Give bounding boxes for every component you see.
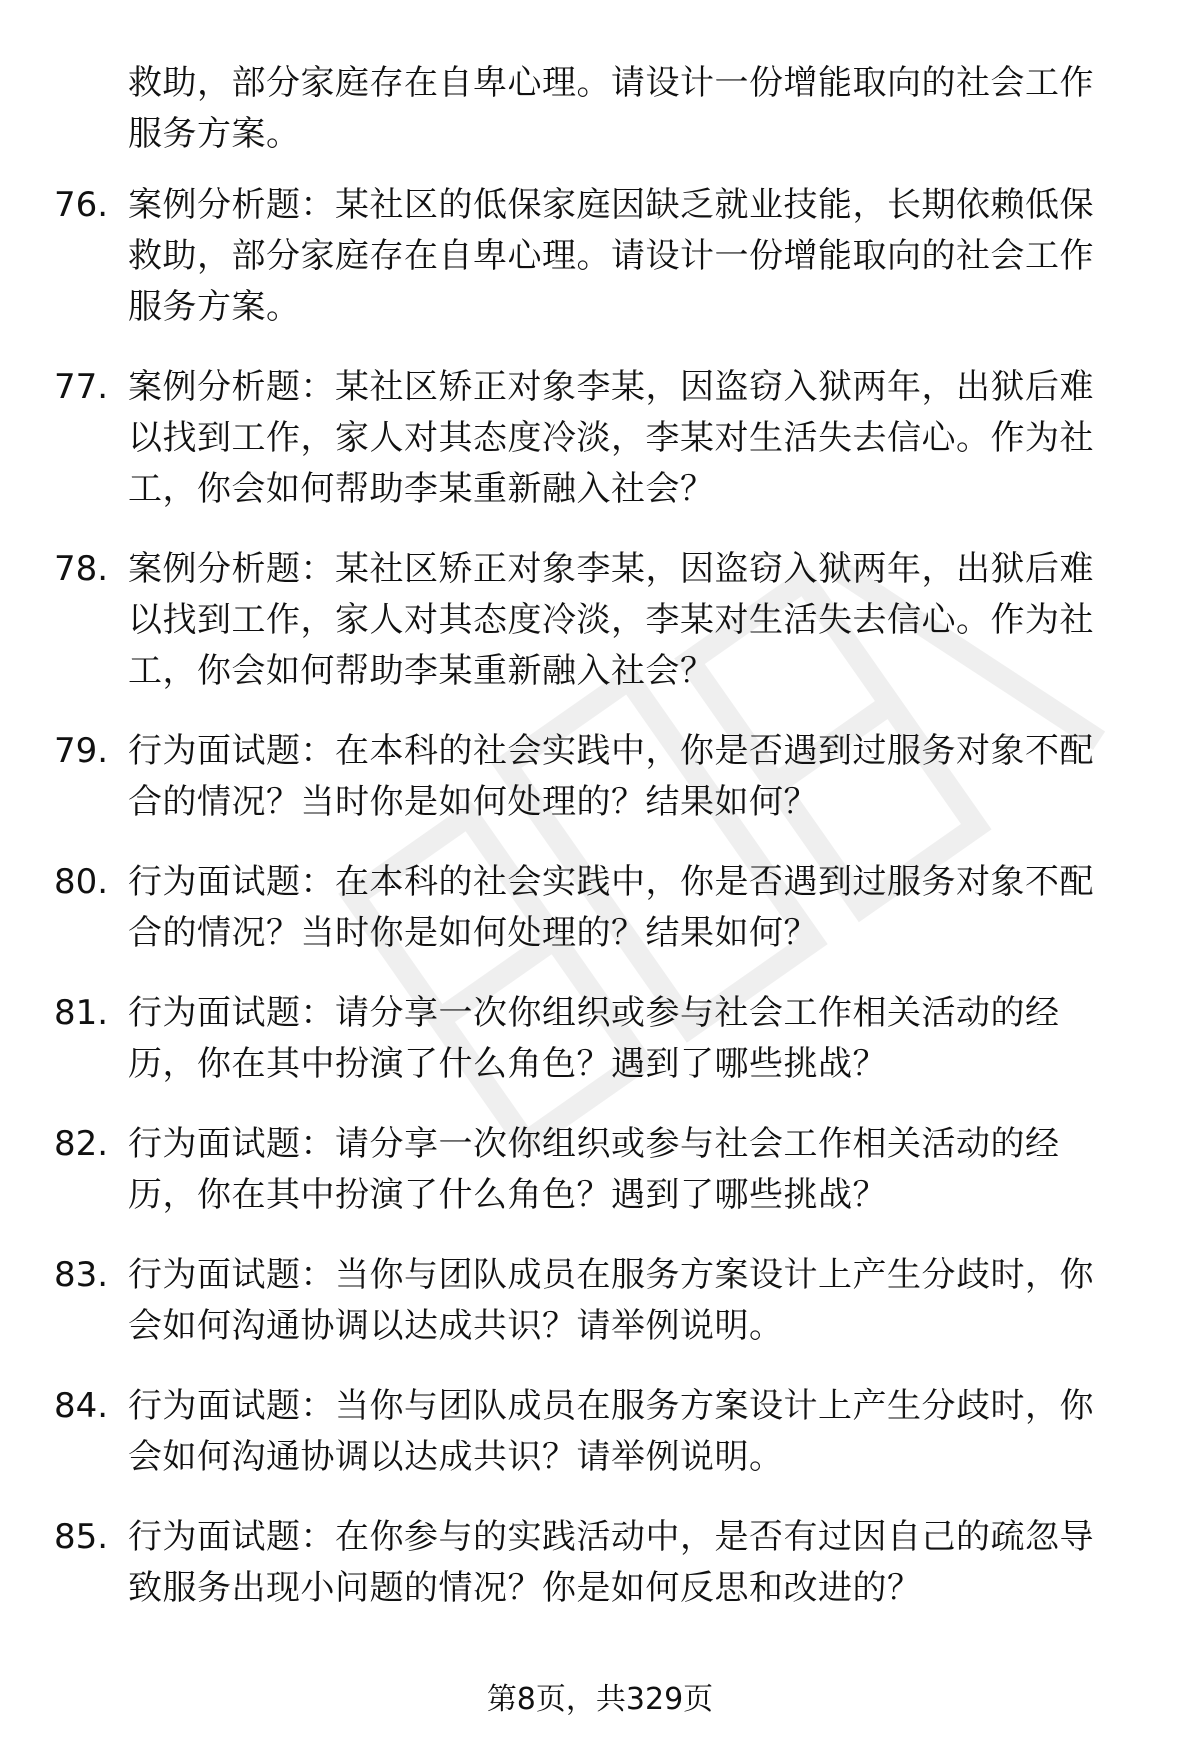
item-number: 76. xyxy=(54,185,109,225)
list-item xyxy=(0,58,1200,160)
item-text: 案例分析题：某社区矫正对象李某，因盗窃入狱两年，出狱后难 以找到工作，家人对其态度冷淡，李某对生活失去信心。作为社 工，你会如何帮助李某重新融入社会？ xyxy=(128,367,1094,509)
item-number: 77. xyxy=(54,367,109,407)
list-item xyxy=(0,544,1200,697)
list-item xyxy=(0,1381,1200,1483)
list-item xyxy=(0,857,1200,959)
list-item xyxy=(0,988,1200,1090)
list-item xyxy=(0,1119,1200,1221)
page-footer: 第8页，共329页 xyxy=(486,1682,714,1717)
list-item xyxy=(0,180,1200,333)
item-text: 行为面试题：当你与团队成员在服务方案设计上产生分歧时，你 会如何沟通协调以达成共识？请举例说明。 xyxy=(128,1386,1094,1477)
item-number: 78. xyxy=(54,549,109,589)
item-text: 行为面试题：在本科的社会实践中，你是否遇到过服务对象不配 合的情况？当时你是如何处理的？结果如何？ xyxy=(128,731,1094,822)
item-text: 行为面试题：当你与团队成员在服务方案设计上产生分歧时，你 会如何沟通协调以达成共识？请举例说明。 xyxy=(128,1255,1094,1346)
item-number: 79. xyxy=(54,731,109,771)
item-text: 案例分析题：某社区矫正对象李某，因盗窃入狱两年，出狱后难 以找到工作，家人对其态度冷淡，李某对生活失去信心。作为社 工，你会如何帮助李某重新融入社会？ xyxy=(128,549,1094,691)
item-text: 救助，部分家庭存在自卑心理。请设计一份增能取向的社会工作 服务方案。 xyxy=(128,63,1094,154)
item-text: 行为面试题：在你参与的实践活动中，是否有过因自己的疏忽导 致服务出现小问题的情况？你是如何反思和改进的？ xyxy=(128,1517,1094,1608)
item-text: 行为面试题：请分享一次你组织或参与社会工作相关活动的经 历，你在其中扮演了什么角色？遇到了哪些挑战？ xyxy=(128,1124,1060,1215)
item-number: 80. xyxy=(54,862,109,902)
item-number: 85. xyxy=(54,1517,109,1557)
list-item xyxy=(0,362,1200,515)
item-number: 81. xyxy=(54,993,109,1033)
list-item xyxy=(0,726,1200,828)
list-item xyxy=(0,1250,1200,1352)
item-text: 行为面试题：在本科的社会实践中，你是否遇到过服务对象不配 合的情况？当时你是如何处理的？结果如何？ xyxy=(128,862,1094,953)
item-number: 83. xyxy=(54,1255,109,1295)
item-text: 案例分析题：某社区的低保家庭因缺乏就业技能，长期依赖低保 救助，部分家庭存在自卑心理。请设计一份增能取向的社会工作 服务方案。 xyxy=(128,185,1094,327)
item-number: 84. xyxy=(54,1386,109,1426)
item-number: 82. xyxy=(54,1124,109,1164)
item-text: 行为面试题：请分享一次你组织或参与社会工作相关活动的经 历，你在其中扮演了什么角色？遇到了哪些挑战？ xyxy=(128,993,1060,1084)
list-item xyxy=(0,1512,1200,1614)
question-list xyxy=(0,58,1200,1614)
